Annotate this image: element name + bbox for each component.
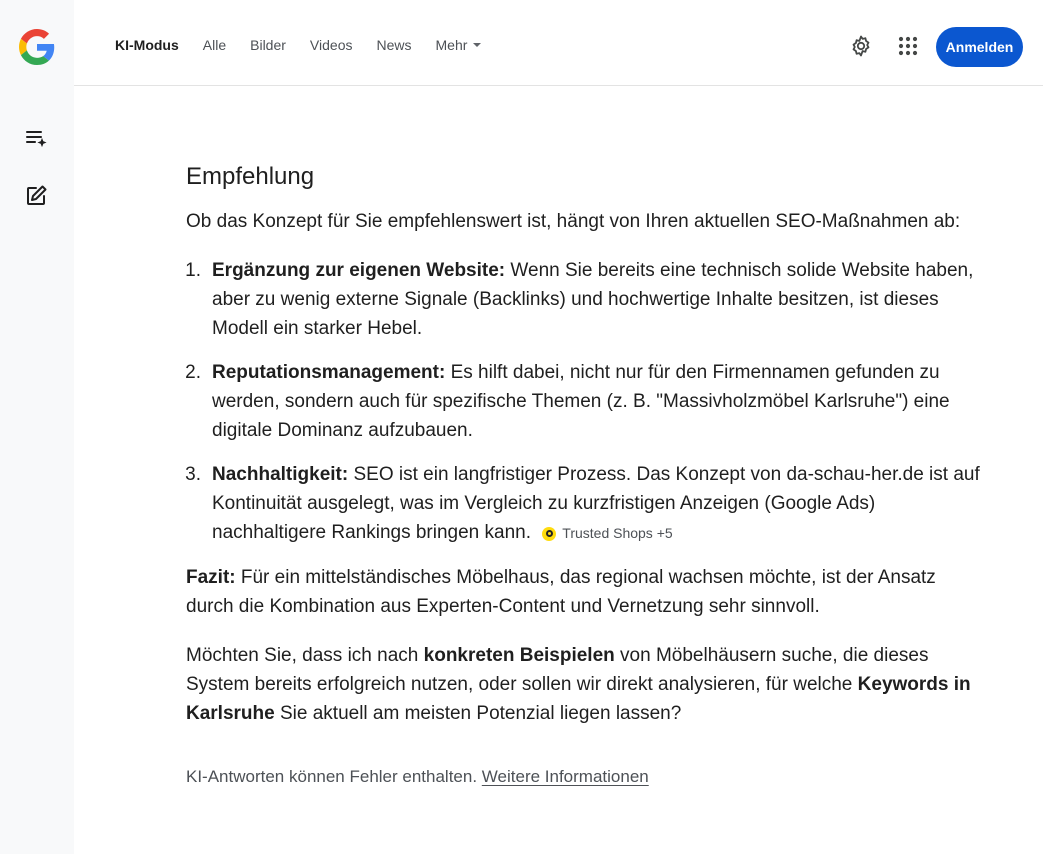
- question-bold: Keywords in Karlsruhe: [186, 674, 971, 724]
- top-bar: [74, 0, 1043, 86]
- google-g-icon[interactable]: [19, 29, 55, 65]
- list-item-title: Reputationsmanagement:: [212, 362, 446, 383]
- more-info-link[interactable]: Weitere Informationen: [481, 767, 649, 786]
- list-item-title: Ergänzung zur eigenen Website:: [212, 260, 506, 281]
- answer-heading: Empfehlung: [186, 163, 315, 190]
- gear-icon[interactable]: [848, 33, 874, 59]
- answer-intro: Ob das Konzept für Sie empfehlenswert ist, hängt von Ihren aktuellen SEO-Maßnahmen ab:: [186, 211, 961, 232]
- new-thread-list-icon[interactable]: [20, 122, 52, 154]
- question-bold: konkreten Beispielen: [423, 645, 615, 666]
- list-item: [186, 460, 981, 548]
- source-chip-label: Trusted Shops +5: [562, 525, 673, 541]
- apps-grid-icon[interactable]: [895, 33, 921, 59]
- ai-disclaimer: [186, 762, 981, 791]
- tab-ki-modus[interactable]: KI-Modus: [115, 37, 179, 53]
- list-item-title: Nachhaltigkeit:: [212, 464, 349, 485]
- list-item-text: SEO ist ein langfristiger Prozess. Das Konzept von da-schau-her.de ist auf Kontinuität ausgelegt, was im Vergleich zu kurzfristigen Anzeigen (Google Ads) nachhaltigere Rankings bringen kann.: [212, 464, 980, 543]
- list-item-text: Es hilft dabei, nicht nur für den Firmennamen gefunden zu werden, sondern auch für spezifische Themen (z. B. "Massivholzmöbel Karlsruhe") eine digitale Dominanz aufzubauen.: [212, 362, 950, 441]
- tab-bilder[interactable]: Bilder: [250, 37, 286, 53]
- recommendation-list: [186, 256, 981, 548]
- disclaimer-text: KI-Antworten können Fehler enthalten.: [186, 767, 482, 786]
- tab-news[interactable]: News: [376, 37, 412, 53]
- question-text: Möchten Sie, dass ich nach: [186, 645, 424, 666]
- list-item: [186, 358, 981, 445]
- fazit-text: Für ein mittelständisches Möbelhaus, das regional wachsen möchte, ist der Ansatz durch die Kombination aus Experten-Content und Vernetzung sehr sinnvoll.: [186, 567, 936, 617]
- list-number: 3.: [185, 464, 201, 485]
- fazit-label: Fazit:: [186, 567, 236, 588]
- ai-answer: [186, 160, 981, 791]
- tab-mehr-label: Mehr: [435, 37, 468, 53]
- list-number: 1.: [185, 260, 201, 281]
- tab-mehr[interactable]: [436, 37, 482, 53]
- left-rail: [0, 0, 74, 854]
- fazit-paragraph: [186, 563, 981, 621]
- list-item-text: Wenn Sie bereits eine technisch solide Website haben, aber zu wenig externe Signale (Backlinks) und hochwertige Inhalte besitzen, ist dieses Modell ein starker Hebel.: [212, 260, 974, 339]
- source-chip[interactable]: [542, 519, 672, 548]
- trusted-shops-icon: [542, 527, 556, 541]
- tab-videos[interactable]: Videos: [309, 37, 353, 53]
- question-text: Sie aktuell am meisten Potenzial liegen lassen?: [274, 703, 682, 724]
- question-text: von Möbelhäusern suche, die dieses System bereits erfolgreich nutzen, oder sollen wir direkt analysieren, für welche: [186, 645, 929, 695]
- tab-alle[interactable]: Alle: [202, 37, 227, 53]
- follow-up-question: [186, 641, 981, 728]
- signin-button[interactable]: Anmelden: [936, 27, 1023, 67]
- search-tabs: [115, 37, 505, 53]
- list-number: 2.: [185, 362, 201, 383]
- caret-down-icon: [473, 43, 481, 47]
- edit-icon[interactable]: [20, 180, 52, 212]
- list-item: [186, 256, 981, 343]
